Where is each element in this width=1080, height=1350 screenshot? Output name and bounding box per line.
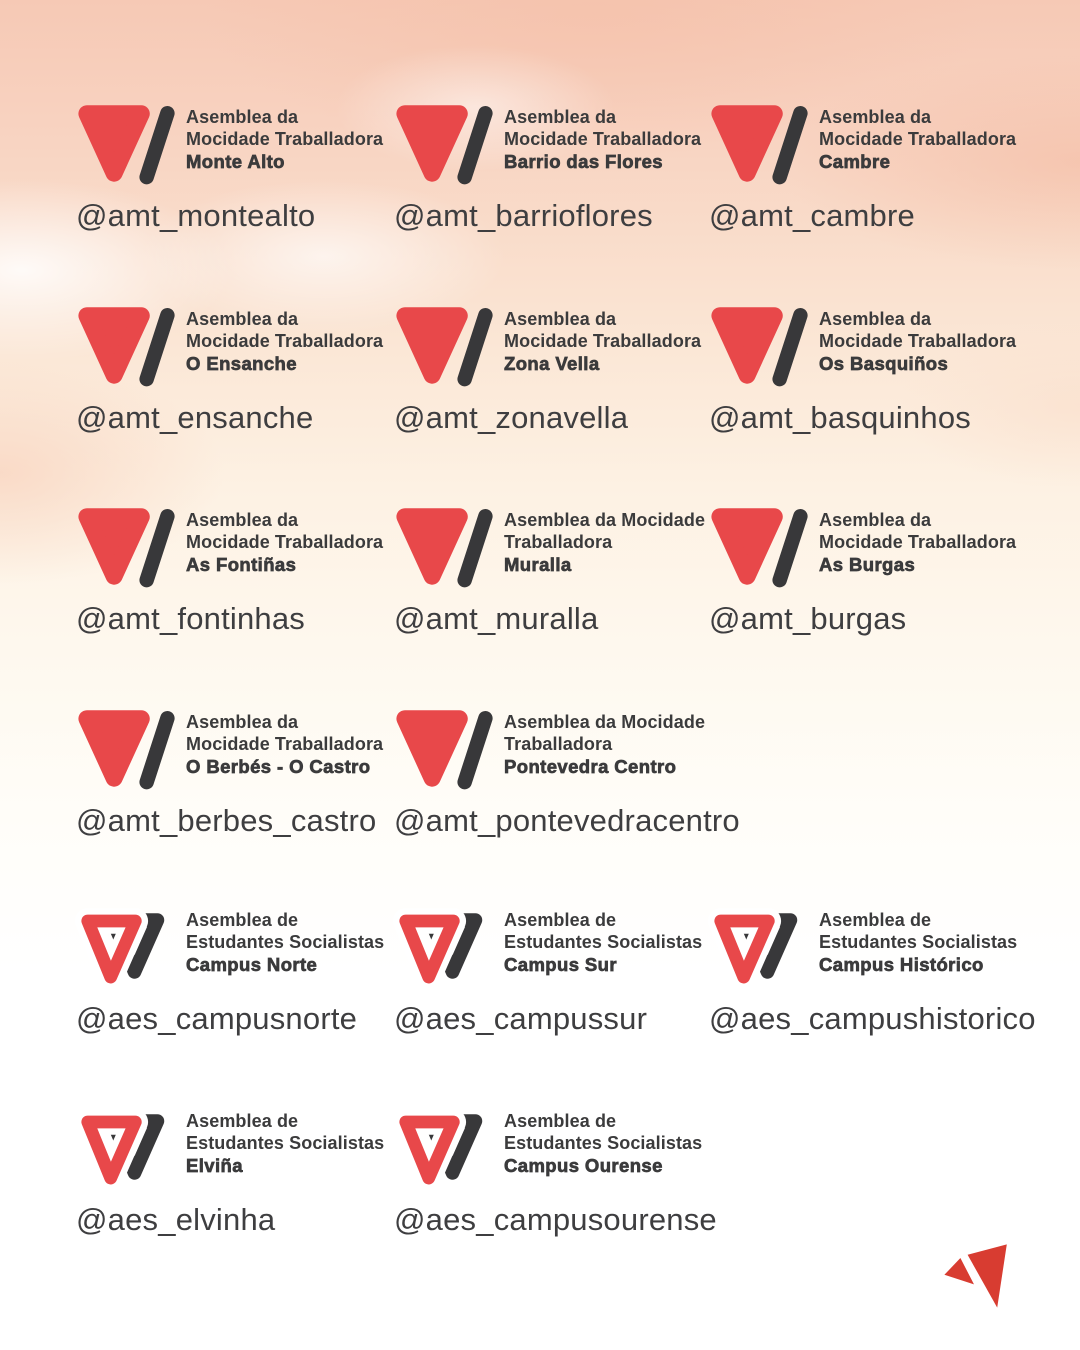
- amt-triangle-slash-logo-icon: [708, 100, 810, 192]
- org-card: [708, 903, 1043, 1073]
- org-name-line-2: Mocidade Traballadora: [819, 531, 1017, 552]
- amt-triangle-slash-logo-icon: [75, 705, 177, 797]
- org-name-line-1: Asemblea de: [504, 910, 617, 930]
- org-name-line-2: Estudantes Socialistas: [186, 931, 385, 952]
- instagram-handle: @amt_montealto: [76, 198, 316, 233]
- org-card: [393, 903, 728, 1073]
- org-location: O Berbés - O Castro: [186, 755, 371, 777]
- org-name: [186, 510, 383, 576]
- instagram-handle: @amt_burgas: [709, 601, 907, 636]
- org-location: Campus Norte: [186, 953, 318, 975]
- org-location: As Fontiñas: [186, 553, 297, 575]
- org-name: [504, 107, 701, 173]
- org-name-line-2: Mocidade Traballadora: [504, 128, 702, 149]
- org-logo-slot: [393, 302, 495, 399]
- amt-triangle-slash-logo-icon: [393, 100, 495, 192]
- org-name: [186, 1111, 384, 1177]
- org-name-line-1: Asemblea da: [819, 510, 932, 530]
- org-name-line-2: Mocidade Traballadora: [186, 531, 384, 552]
- aes-double-triangle-logo-icon: [393, 903, 495, 995]
- org-card: [708, 100, 1043, 270]
- org-logo-slot: [708, 302, 810, 399]
- org-card: [75, 903, 410, 1073]
- org-name: [504, 712, 705, 778]
- instagram-handle: @amt_berbes_castro: [76, 803, 377, 838]
- org-card: [75, 705, 410, 875]
- org-name-line-2: Mocidade Traballadora: [819, 128, 1017, 149]
- org-logo-row: [708, 100, 1043, 197]
- org-logo-row: [75, 903, 410, 1000]
- org-name-line-1: Asemblea da: [186, 712, 299, 732]
- org-card: [708, 503, 1043, 673]
- instagram-handle: @amt_fontinhas: [76, 601, 306, 636]
- org-name-line-1: Asemblea da: [186, 107, 299, 127]
- org-name: [504, 910, 702, 976]
- org-name: [504, 1111, 702, 1177]
- org-location: Elviña: [186, 1154, 243, 1176]
- org-logo-row: [708, 302, 1043, 399]
- org-logo-row: [393, 503, 728, 600]
- org-name: [819, 510, 1016, 576]
- org-logo-row: [75, 100, 410, 197]
- org-location: Campus Sur: [504, 953, 617, 975]
- instagram-handle: @amt_barrioflores: [394, 198, 653, 233]
- org-location: Cambre: [819, 150, 891, 172]
- org-name-line-2: Mocidade Traballadora: [186, 330, 384, 351]
- org-logo-slot: [708, 503, 810, 600]
- org-name-line-1: Asemblea da: [504, 107, 617, 127]
- org-name-line-1: Asemblea da: [186, 510, 299, 530]
- org-name-line-2: Traballadora: [504, 531, 613, 552]
- instagram-handle: @amt_cambre: [709, 198, 915, 233]
- org-card: [75, 302, 410, 472]
- instagram-handle: @aes_campusourense: [394, 1202, 717, 1237]
- org-location: Muralla: [504, 553, 572, 575]
- amt-triangle-slash-logo-icon: [75, 302, 177, 394]
- org-name-line-1: Asemblea da Mocidade: [504, 510, 706, 530]
- org-location: O Ensanche: [186, 352, 297, 374]
- org-name: [186, 712, 383, 778]
- red-arrow-logo-icon: [938, 1233, 1010, 1311]
- org-name: [186, 910, 384, 976]
- org-logo-slot: [75, 302, 177, 399]
- org-logo-row: [708, 503, 1043, 600]
- org-logo-slot: [75, 503, 177, 600]
- org-logo-slot: [393, 705, 495, 802]
- org-name-line-1: Asemblea da Mocidade: [504, 712, 706, 732]
- org-card: [393, 1104, 728, 1274]
- org-name: [819, 309, 1016, 375]
- org-card: [75, 503, 410, 673]
- org-card: [393, 100, 728, 270]
- org-name-line-2: Estudantes Socialistas: [186, 1132, 385, 1153]
- org-logo-slot: [393, 1104, 495, 1201]
- org-card: [393, 503, 728, 673]
- instagram-handle: @aes_campushistorico: [709, 1001, 1036, 1036]
- org-name: [504, 510, 705, 576]
- org-card: [393, 302, 728, 472]
- instagram-handle: @amt_pontevedracentro: [394, 803, 740, 838]
- org-name: [819, 910, 1017, 976]
- amt-triangle-slash-logo-icon: [75, 100, 177, 192]
- org-logo-row: [75, 503, 410, 600]
- org-name-line-1: Asemblea da: [819, 107, 932, 127]
- org-name-line-1: Asemblea da: [819, 309, 932, 329]
- org-location: As Burgas: [819, 553, 916, 575]
- org-location: Monte Alto: [186, 150, 285, 172]
- org-location: Campus Histórico: [819, 953, 984, 975]
- org-name: [186, 107, 383, 173]
- org-name-line-2: Traballadora: [504, 733, 613, 754]
- org-card: [393, 705, 740, 875]
- org-logo-slot: [75, 1104, 177, 1201]
- org-name-line-1: Asemblea de: [186, 910, 299, 930]
- instagram-handle: @amt_basquinhos: [709, 400, 971, 435]
- org-name-line-2: Mocidade Traballadora: [186, 733, 384, 754]
- amt-triangle-slash-logo-icon: [708, 302, 810, 394]
- amt-triangle-slash-logo-icon: [708, 503, 810, 595]
- org-location: Campus Ourense: [504, 1154, 663, 1176]
- org-card: [708, 302, 1043, 472]
- amt-triangle-slash-logo-icon: [75, 503, 177, 595]
- amt-triangle-slash-logo-icon: [393, 503, 495, 595]
- org-logo-slot: [393, 503, 495, 600]
- org-card: [75, 100, 410, 270]
- instagram-handle: @aes_elvinha: [76, 1202, 276, 1237]
- aes-double-triangle-logo-icon: [75, 903, 177, 995]
- org-logo-row: [393, 302, 728, 399]
- instagram-handle: @amt_muralla: [394, 601, 599, 636]
- org-name-line-1: Asemblea da: [186, 309, 299, 329]
- org-logo-row: [75, 302, 410, 399]
- org-card: [75, 1104, 410, 1274]
- instagram-handle: @amt_ensanche: [76, 400, 314, 435]
- org-logo-row: [708, 903, 1043, 1000]
- org-name: [819, 107, 1016, 173]
- org-name-line-1: Asemblea de: [504, 1111, 617, 1131]
- org-name-line-2: Mocidade Traballadora: [186, 128, 384, 149]
- org-logo-slot: [393, 903, 495, 1000]
- amt-triangle-slash-logo-icon: [393, 705, 495, 797]
- org-location: Zona Vella: [504, 352, 600, 374]
- instagram-handle: @amt_zonavella: [394, 400, 629, 435]
- org-logo-row: [393, 705, 728, 802]
- org-logo-row: [393, 100, 728, 197]
- org-name-line-2: Mocidade Traballadora: [504, 330, 702, 351]
- org-location: Pontevedra Centro: [504, 755, 677, 777]
- org-name-line-1: Asemblea de: [186, 1111, 299, 1131]
- org-logo-row: [75, 705, 410, 802]
- org-logo-slot: [708, 903, 810, 1000]
- org-logo-slot: [75, 903, 177, 1000]
- org-logo-row: [393, 903, 728, 1000]
- org-logo-slot: [75, 100, 177, 197]
- org-logo-slot: [75, 705, 177, 802]
- org-logo-slot: [708, 100, 810, 197]
- org-logo-row: [75, 1104, 410, 1201]
- org-name-line-2: Estudantes Socialistas: [819, 931, 1018, 952]
- org-name: [504, 309, 701, 375]
- org-location: Os Basquiños: [819, 352, 949, 374]
- aes-double-triangle-logo-icon: [393, 1104, 495, 1196]
- org-name-line-2: Estudantes Socialistas: [504, 1132, 703, 1153]
- org-logo-slot: [393, 100, 495, 197]
- org-name-line-1: Asemblea da: [504, 309, 617, 329]
- instagram-handle: @aes_campussur: [394, 1001, 648, 1036]
- org-name-line-1: Asemblea de: [819, 910, 932, 930]
- org-name: [186, 309, 383, 375]
- org-location: Barrio das Flores: [504, 150, 663, 172]
- aes-double-triangle-logo-icon: [75, 1104, 177, 1196]
- org-logo-row: [393, 1104, 728, 1201]
- org-name-line-2: Mocidade Traballadora: [819, 330, 1017, 351]
- aes-double-triangle-logo-icon: [708, 903, 810, 995]
- amt-triangle-slash-logo-icon: [393, 302, 495, 394]
- org-name-line-2: Estudantes Socialistas: [504, 931, 703, 952]
- instagram-handle: @aes_campusnorte: [76, 1001, 358, 1036]
